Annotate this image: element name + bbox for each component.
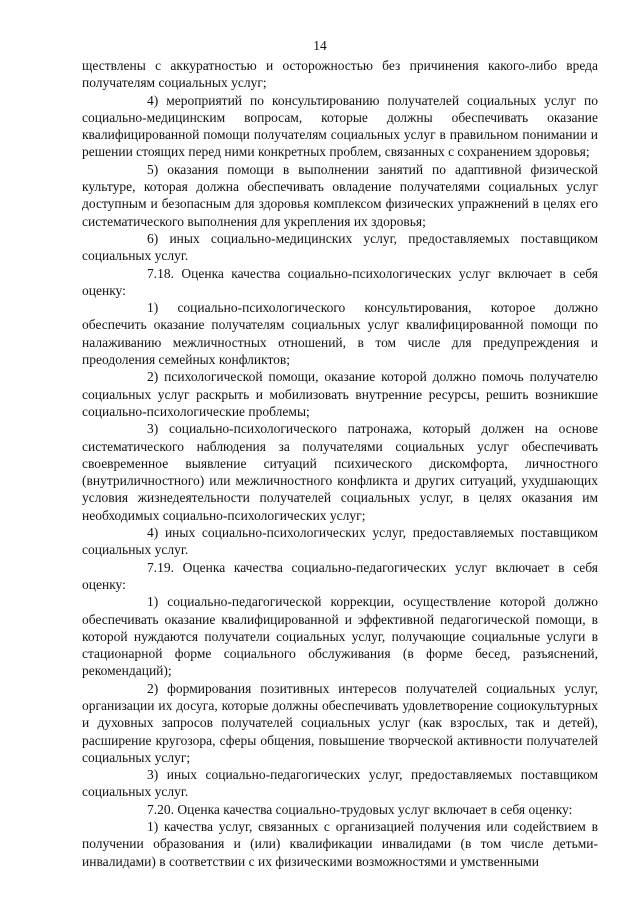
document-body <box>82 57 598 870</box>
paragraph: 3) иных социально-педагогических услуг, предоставляемых поставщиком социальных услуг. <box>82 767 598 800</box>
paragraph: 7.19. Оценка качества социально-педагогических услуг включает в себя оценку: <box>82 559 598 592</box>
paragraph: 2) формирования позитивных интересов получателей социальных услуг, организации их досуга, которые должны обеспечивать удовлетворение социокультурных и духовных запросов получателей социальных услуг (как взрослых, так и детей), расширение кругозора, сферы общения, повышение творческой активности получателей социальных услуг; <box>82 680 598 765</box>
paragraph: 1) социально-педагогической коррекции, осуществление которой должно обеспечивать оказание квалифицированной и эффективной педагогической помощи, в которой нуждаются получатели социальных услуг, получающие социальные услуги в стационарной форме социального обслуживания (в форме бесед, разъяснений, рекомендаций); <box>82 594 598 679</box>
page-number: 14 <box>313 38 327 53</box>
paragraph: 7.18. Оценка качества социально-психологических услуг включает в себя оценку: <box>82 265 598 298</box>
paragraph: ществлены с аккуратностью и осторожностью без причинения какого-либо вреда получателям социальных услуг; <box>82 58 598 91</box>
paragraph: 5) оказания помощи в выполнении занятий по адаптивной физической культуре, которая должна обеспечивать овладение получателями социальных услуг доступным и безопасным для здоровья комплексом физических упражнений в целях его систематического выполнения для укрепления их здоровья; <box>82 161 598 229</box>
paragraph: 4) иных социально-психологических услуг, предоставляемых поставщиком социальных услуг. <box>82 525 598 558</box>
paragraph: 7.20. Оценка качества социально-трудовых услуг включает в себя оценку: <box>147 801 573 817</box>
paragraph: 1) социально-психологического консультирования, которое должно обеспечить оказание получателям социальных услуг квалифицированной помощи по налаживанию межличностных отношений, в том числе для предупреждения и преодоления семейных конфликтов; <box>82 300 598 368</box>
paragraph: 4) мероприятий по консультированию получателей социальных услуг по социально-медицинским вопросам, которые должны обеспечивать оказание квалифицированной помощи получателям социальных услуг в правильном понимании и решении стоящих перед ними конкретных проблем, связанных с сохранением здоровья; <box>82 92 598 160</box>
paragraph: 3) социально-психологического патронажа, который должен на основе систематического наблюдения за получателями социальных услуг обеспечивать своевременное выявление ситуаций психического дискомфорта, личностного (внутриличностного) или межличностного конфликта и других ситуаций, ухудшающих условия жизнедеятельности получателей социальных услуг, в целях оказания им необходимых социально-психологических услуг; <box>82 421 598 523</box>
paragraph: 6) иных социально-медицинских услуг, предоставляемых поставщиком социальных услуг. <box>82 230 598 264</box>
paragraph: 2) психологической помощи, оказание которой должно помочь получателю социальных услуг раскрыть и мобилизовать внутренние ресурсы, решить возникшие социально-психологические проблемы; <box>82 369 598 419</box>
paragraph: 1) качества услуг, связанных с организацией получения или содействием в получении образования и (или) квалификации инвалидами (в том числе детьми-инвалидами) в соответствии с их физическими возможностями и умственными <box>82 819 598 869</box>
